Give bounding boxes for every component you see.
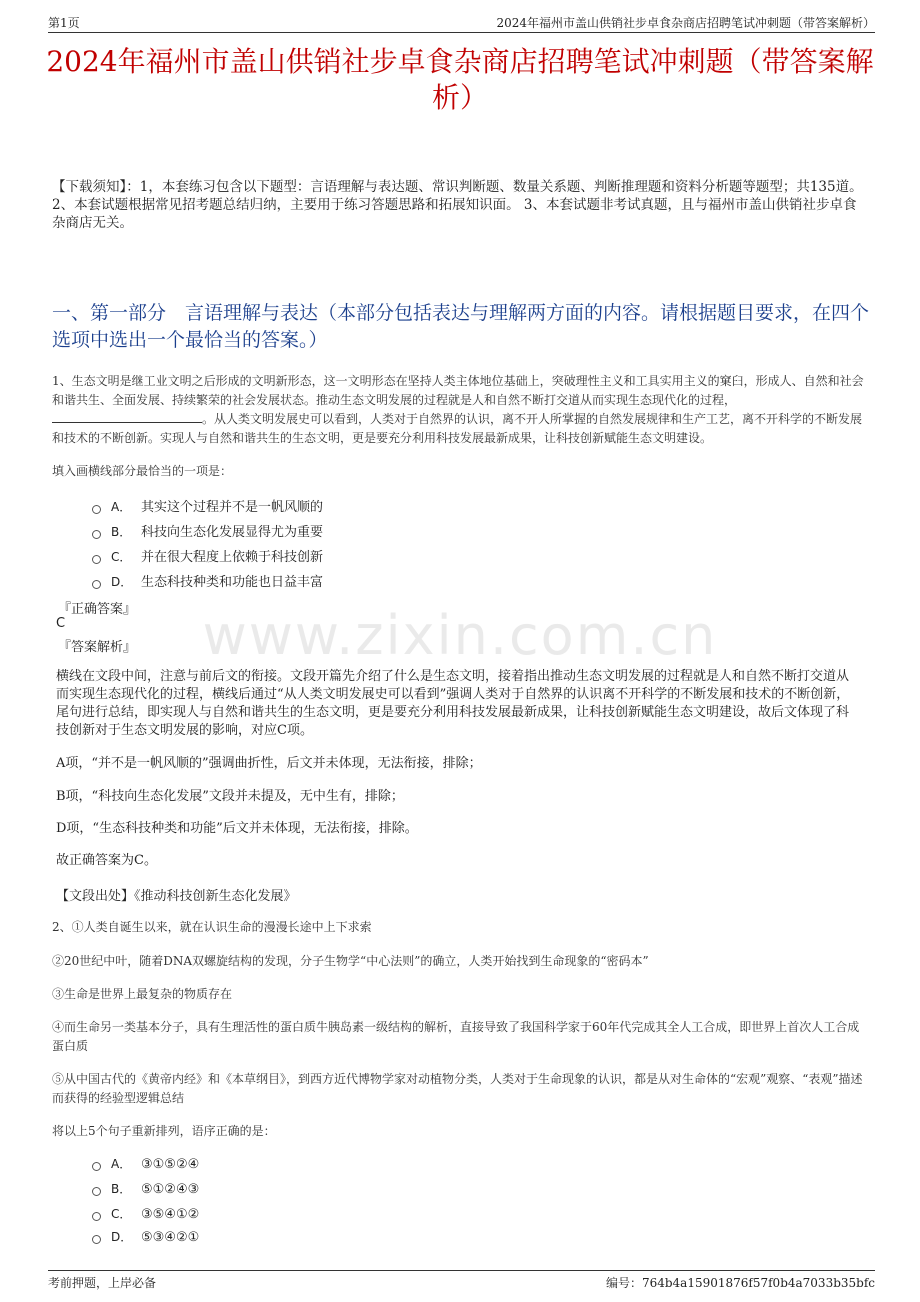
question-1-stem-part-a: 1、生态文明是继工业文明之后形成的文明新形态，这一文明形态在坚持人类主体地位基础上，突破理性主义和工具实用主义的窠臼，形成人、自然和社会和谐共生、全面发展、持续繁荣的社会发展状态。推动生态文明发展的过程就是人和自然不断打交道从而实现生态现代化的过程， <box>52 374 864 407</box>
answer-label: 『正确答案』 <box>58 602 137 617</box>
document-id: 编号：764b4a15901876f57f0b4a7033b35bfc <box>605 1276 875 1290</box>
question-2-sentence-2: ②20世纪中叶，随着DNA双螺旋结构的发现，分子生物学“中心法则”的确立，人类开始找到生命现象的“密码本” <box>52 954 649 968</box>
question-1-prompt: 填入画横线部分最恰当的一项是： <box>52 464 233 478</box>
question-2-option-a[interactable]: A． ③①⑤②④ <box>92 1155 199 1172</box>
question-1-stem-part-b: 。从人类文明发展史可以看到，人类对于自然界的认识，离不开人所掌握的自然发展规律和生产工艺，离不开科学的不断发展和技术的不断创新。实现人与自然和谐共生的生态文明，更是要充分利用科技发展最新成果，让科技创新赋能生态文明建设。 <box>52 412 863 445</box>
watermark: www.zixin.com.cn <box>202 604 718 667</box>
question-1-option-d[interactable]: D． 生态科技种类和功能也日益丰富 <box>92 571 323 590</box>
radio-icon[interactable] <box>92 530 101 539</box>
page-number: 第1页 <box>48 16 80 30</box>
radio-icon[interactable] <box>92 1162 101 1171</box>
analysis-option-a: A项，“并不是一帆风顺的”强调曲折性，后文并未体现，无法衔接，排除； <box>56 756 482 771</box>
radio-icon[interactable] <box>92 1235 101 1244</box>
question-1-option-a[interactable]: A． 其实这个过程并不是一帆风顺的 <box>92 496 323 515</box>
correct-answer: C <box>56 616 66 631</box>
analysis-paragraph: 横线在文段中间，注意与前后文的衔接。文段开篇先介绍了什么是生态文明，接着指出推动生态文明发展的过程就是人和自然不断打交道从而实现生态现代化的过程，横线后通过“从人类文明发展史可以看到”强调人类对于自然界的认识离不开科学的不断发展和技术的不断创新，尾句进行总结，即实现人与自然和谐共生的生态文明，更是要充分利用科技发展最新成果，让科技创新赋能生态文明建设，故后文体现了科技创新对于生态文明发展的影响，对应C项。 <box>56 669 850 738</box>
radio-icon[interactable] <box>92 555 101 564</box>
page-footer <box>48 1270 875 1290</box>
radio-icon[interactable] <box>92 1187 101 1196</box>
header-doc-title: 2024年福州市盖山供销社步卓食杂商店招聘笔试冲刺题（带答案解析） <box>496 16 875 30</box>
passage-source: 【文段出处】《推动科技创新生态化发展》 <box>56 889 297 904</box>
footer-slogan: 考前押题，上岸必备 <box>48 1276 157 1290</box>
page-title: 2024年福州市盖山供销社步卓食杂商店招聘笔试冲刺题（带答案解析） <box>46 45 874 114</box>
fill-blank-line <box>52 410 202 423</box>
question-2-option-c[interactable]: C． ③⑤④①② <box>92 1205 199 1222</box>
radio-icon[interactable] <box>92 580 101 589</box>
analysis-label: 『答案解析』 <box>58 640 137 655</box>
question-2-option-d[interactable]: D． ⑤③④②① <box>92 1228 199 1245</box>
page-header <box>48 10 875 33</box>
analysis-option-b: B项，“科技向生态化发展”文段并未提及，无中生有，排除； <box>56 789 404 804</box>
question-2-sentence-3: ③生命是世界上最复杂的物质存在 <box>52 987 233 1001</box>
question-2-sentence-1: 2、①人类自诞生以来，就在认识生命的漫漫长途中上下求索 <box>52 920 372 934</box>
analysis-option-d: D项，“生态科技种类和功能”后文并未体现，无法衔接，排除。 <box>56 821 418 836</box>
question-1-option-c[interactable]: C． 并在很大程度上依赖于科技创新 <box>92 546 323 565</box>
download-notice: 【下载须知】：1，本套练习包含以下题型：言语理解与表达题、常识判断题、数量关系题、判断推理题和资料分析题等题型；共135道。 2、本套试题根据常见招考题总结归纳，主要用于练习答题思路和拓展知识面。 3、本套试题非考试真题，且与福州市盖山供销社步卓食杂商店无关。 <box>52 179 863 231</box>
question-1-stem <box>52 372 870 448</box>
question-2-sentence-4: ④而生命另一类基本分子，具有生理活性的蛋白质牛胰岛素一级结构的解析，直接导致了我国科学家于60年代完成其全人工合成，即世界上首次人工合成蛋白质 <box>52 1020 860 1053</box>
question-2-prompt: 将以上5个句子重新排列，语序正确的是： <box>52 1124 276 1138</box>
question-2-option-b[interactable]: B． ⑤①②④③ <box>92 1180 199 1197</box>
analysis-conclusion: 故正确答案为C。 <box>56 853 157 868</box>
section-heading: 一、第一部分 言语理解与表达（本部分包括表达与理解两方面的内容。请根据题目要求，在四个选项中选出一个最恰当的答案。） <box>52 302 870 351</box>
question-1-option-b[interactable]: B． 科技向生态化发展显得尤为重要 <box>92 521 323 540</box>
radio-icon[interactable] <box>92 505 101 514</box>
question-2-sentence-5: ⑤从中国古代的《黄帝内经》和《本草纲目》，到西方近代博物学家对动植物分类，人类对于生命现象的认识，都是从对生命体的“宏观”观察、“表观”描述而获得的经验型逻辑总结 <box>52 1072 863 1105</box>
radio-icon[interactable] <box>92 1212 101 1221</box>
